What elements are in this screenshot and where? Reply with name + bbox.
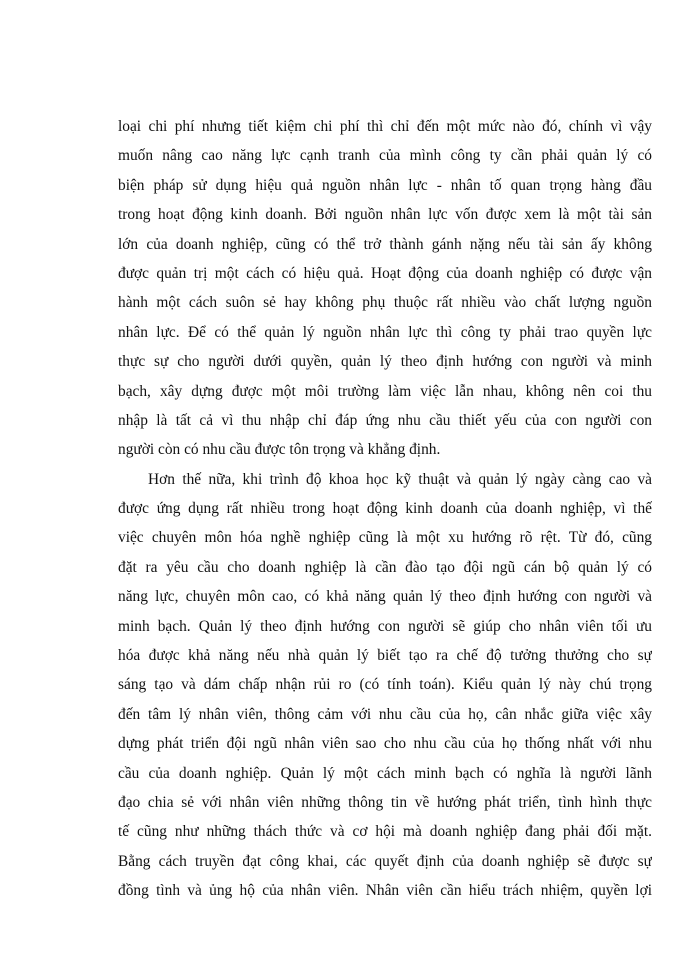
text-line: hành một cách suôn sẻ hay không phụ thuộc rất nhiều vào chất lượng nguồn [118, 294, 652, 312]
text-line: đến tâm lý nhân viên, thông cảm với nhu cầu của họ, cân nhắc giữa việc xây [118, 705, 652, 723]
text-line: nhân lực. Để có thể quản lý nguồn nhân lực thì công ty phải trao quyền lực [118, 323, 652, 341]
text-line: đồng tình và ủng hộ của nhân viên. Nhân viên cần hiểu trách nhiệm, quyền lợi [118, 882, 652, 900]
text-line: minh bạch. Quản lý theo định hướng con người sẽ giúp cho nhân viên tối ưu [118, 617, 652, 635]
text-line: bạch, xây dựng được một môi trường làm việc lẫn nhau, không nên coi thu [118, 382, 652, 400]
text-line: lớn của doanh nghiệp, cũng có thể trở thành gánh nặng nếu tài sản ấy không [118, 235, 652, 253]
text-line: được quản trị một cách có hiệu quả. Hoạt động của doanh nghiệp có được vận [118, 264, 652, 282]
body-text [118, 112, 652, 906]
text-line: dựng phát triển đội ngũ nhân viên sao cho nhu cầu của họ thống nhất với nhu [118, 735, 652, 753]
text-line: được ứng dụng rất nhiều trong hoạt động kinh doanh của doanh nghiệp, vì thế [118, 500, 652, 518]
text-line: đạo chia sẻ với nhân viên những thông tin về hướng phát triển, tình hình thực [118, 793, 652, 811]
text-line: trong hoạt động kinh doanh. Bởi nguồn nhân lực vốn được xem là một tài sản [118, 206, 652, 224]
text-line: sáng tạo và dám chấp nhận rủi ro (có tính toán). Kiểu quản lý này chú trọng [118, 676, 652, 694]
text-line: cầu của doanh nghiệp. Quản lý một cách minh bạch có nghĩa là người lãnh [118, 764, 652, 782]
text-line: tế cũng như những thách thức và cơ hội mà doanh nghiệp đang phải đối mặt. [118, 823, 652, 841]
text-line: thực sự cho người dưới quyền, quản lý theo định hướng con người và minh [118, 353, 652, 371]
text-line: loại chi phí nhưng tiết kiệm chi phí thì chỉ đến một mức nào đó, chính vì vậy [118, 118, 652, 135]
text-line: Bằng cách truyền đạt công khai, các quyết định của doanh nghiệp sẽ được sự [118, 852, 652, 870]
text-line: năng lực, chuyên môn cao, có khả năng quản lý theo định hướng con người và [118, 588, 652, 606]
text-line: muốn nâng cao năng lực cạnh tranh của mình công ty cần phải quản lý có [118, 147, 652, 165]
paragraph-1 [118, 112, 652, 465]
paragraph-2 [118, 465, 652, 906]
text-line: Hơn thế nữa, khi trình độ khoa học kỹ thuật và quản lý ngày càng cao và [148, 470, 652, 488]
text-line: người còn có nhu cầu được tôn trọng và khẳng định. [118, 441, 441, 459]
text-line: nhập là tất cả vì thu nhập chỉ đáp ứng nhu cầu thiết yếu của con người con [118, 411, 652, 429]
text-line: việc chuyên môn hóa nghề nghiệp cũng là một xu hướng rõ rệt. Từ đó, cũng [118, 529, 652, 547]
text-line: hóa được khả năng nếu nhà quản lý biết tạo ra chế độ tưởng thưởng cho sự [118, 647, 652, 665]
text-line: biện pháp sử dụng hiệu quả nguồn nhân lực - nhân tố quan trọng hàng đầu [118, 176, 652, 194]
text-line: đặt ra yêu cầu cho doanh nghiệp là cần đào tạo đội ngũ cán bộ quản lý có [118, 558, 652, 576]
